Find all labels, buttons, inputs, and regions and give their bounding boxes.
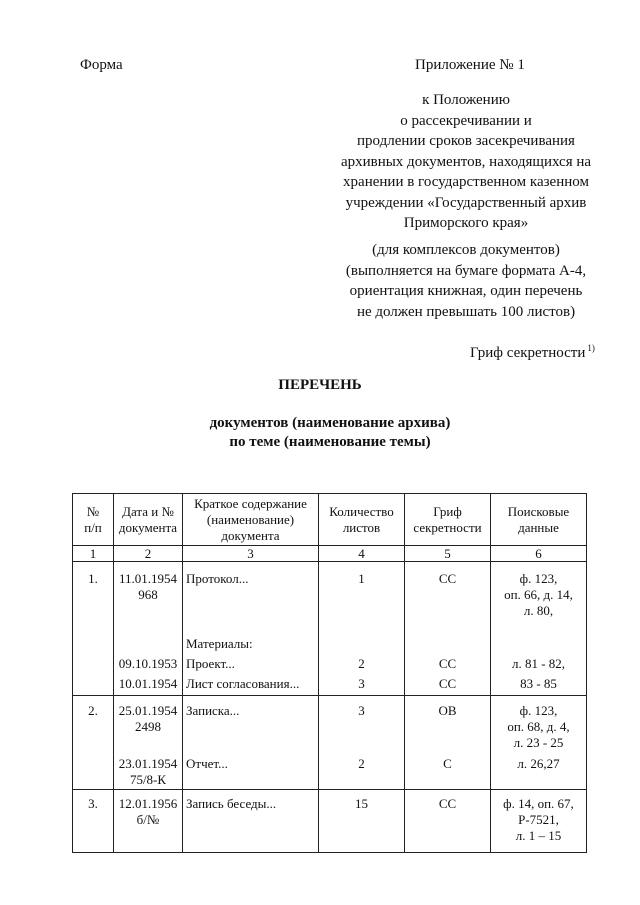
- table-row: [73, 752, 587, 790]
- doc-summary: Проект...: [183, 656, 319, 676]
- doc-summary: Запись беседы...: [183, 790, 319, 853]
- col-number: 5: [405, 546, 491, 562]
- doc-summary: Лист согласования...: [183, 676, 319, 696]
- appendix-line: учреждении «Государственный архив: [345, 194, 587, 211]
- row-number: 3.: [73, 790, 114, 853]
- doc-date: 10.01.1954: [114, 676, 183, 696]
- note-line: (для комплексов документов): [372, 242, 560, 258]
- col-header-date: Дата и № документа: [114, 494, 183, 546]
- table-row: [73, 656, 587, 676]
- column-numbers-row: [73, 546, 587, 562]
- appendix-line: хранении в государственном казенном: [343, 174, 589, 190]
- doc-date: 09.10.1953: [114, 656, 183, 676]
- sheet-count: 1: [319, 562, 405, 636]
- doc-date-number: 11.01.1954 968: [114, 562, 183, 636]
- col-header-sheets: Количество листов: [319, 494, 405, 546]
- note-line: не должен превышать 100 листов): [356, 303, 576, 320]
- secrecy-grade: ОВ: [405, 696, 491, 752]
- doc-date-number: 12.01.1956 б/№: [114, 790, 183, 853]
- col-number: 6: [491, 546, 587, 562]
- secrecy-grade: СС: [405, 562, 491, 636]
- subtitle-line: документов (наименование архива): [209, 415, 451, 431]
- format-note: [316, 240, 616, 322]
- secrecy-grade: СС: [405, 790, 491, 853]
- table-row: [73, 562, 587, 636]
- appendix-number: Приложение № 1: [415, 57, 525, 73]
- doc-date-number: 23.01.1954 75/8-К: [114, 752, 183, 790]
- table-row: [73, 696, 587, 752]
- subtitle-line: по теме (наименование темы): [229, 434, 431, 450]
- table-row: [73, 636, 587, 656]
- doc-date-number: 25.01.1954 2498: [114, 696, 183, 752]
- col-number: 3: [183, 546, 319, 562]
- search-data: 83 - 85: [491, 676, 587, 696]
- note-line: ориентация книжная, один перечень: [349, 283, 583, 299]
- appendix-reference: [316, 90, 616, 234]
- col-header-search: Поисковые данные: [491, 494, 587, 546]
- row-number: 2.: [73, 696, 114, 752]
- sheet-count: 2: [319, 752, 405, 790]
- materials-label: Материалы:: [183, 636, 319, 656]
- appendix-line: продлении сроков засекречивания: [357, 133, 575, 149]
- appendix-line: о рассекречивании и: [400, 112, 532, 129]
- sheet-count: 3: [319, 676, 405, 696]
- documents-table: [72, 493, 587, 853]
- sheet-count: 3: [319, 696, 405, 752]
- search-data: ф. 123, оп. 68, д. 4, л. 23 - 25: [491, 696, 587, 752]
- secrecy-stamp: [470, 343, 595, 362]
- footnote-marker: 1): [587, 343, 595, 353]
- secrecy-grade: СС: [405, 656, 491, 676]
- note-line: (выполняется на бумаге формата А-4,: [345, 262, 587, 279]
- col-number: 1: [73, 546, 114, 562]
- sheet-count: 2: [319, 656, 405, 676]
- col-header-num: № п/п: [73, 494, 114, 546]
- table-header-row: [73, 494, 587, 546]
- col-header-summary: Краткое содержание (наименование) документа: [183, 494, 319, 546]
- doc-summary: Записка...: [183, 696, 319, 752]
- search-data: л. 26,27: [491, 752, 587, 790]
- doc-summary: Отчет...: [183, 752, 319, 790]
- search-data: ф. 14, оп. 67, Р-7521, л. 1 – 15: [491, 790, 587, 853]
- col-number: 4: [319, 546, 405, 562]
- form-label: Форма: [80, 57, 123, 73]
- doc-summary: Протокол...: [183, 562, 319, 636]
- search-data: л. 81 - 82,: [491, 656, 587, 676]
- row-number: 1.: [73, 562, 114, 636]
- sheet-count: 15: [319, 790, 405, 853]
- page-subtitle: [0, 414, 640, 452]
- appendix-line: Приморского края»: [403, 215, 529, 231]
- table-row: [73, 676, 587, 696]
- secrecy-grade: С: [405, 752, 491, 790]
- table-row: [73, 790, 587, 853]
- col-number: 2: [114, 546, 183, 562]
- appendix-line: архивных документов, находящихся на: [340, 153, 592, 170]
- search-data: ф. 123, оп. 66, д. 14, л. 80,: [491, 562, 587, 636]
- secrecy-stamp-label: Гриф секретности: [470, 345, 586, 361]
- page-title: ПЕРЕЧЕНЬ: [278, 377, 362, 393]
- secrecy-grade: СС: [405, 676, 491, 696]
- appendix-line: к Положению: [422, 92, 510, 108]
- col-header-secrecy: Гриф секретности: [405, 494, 491, 546]
